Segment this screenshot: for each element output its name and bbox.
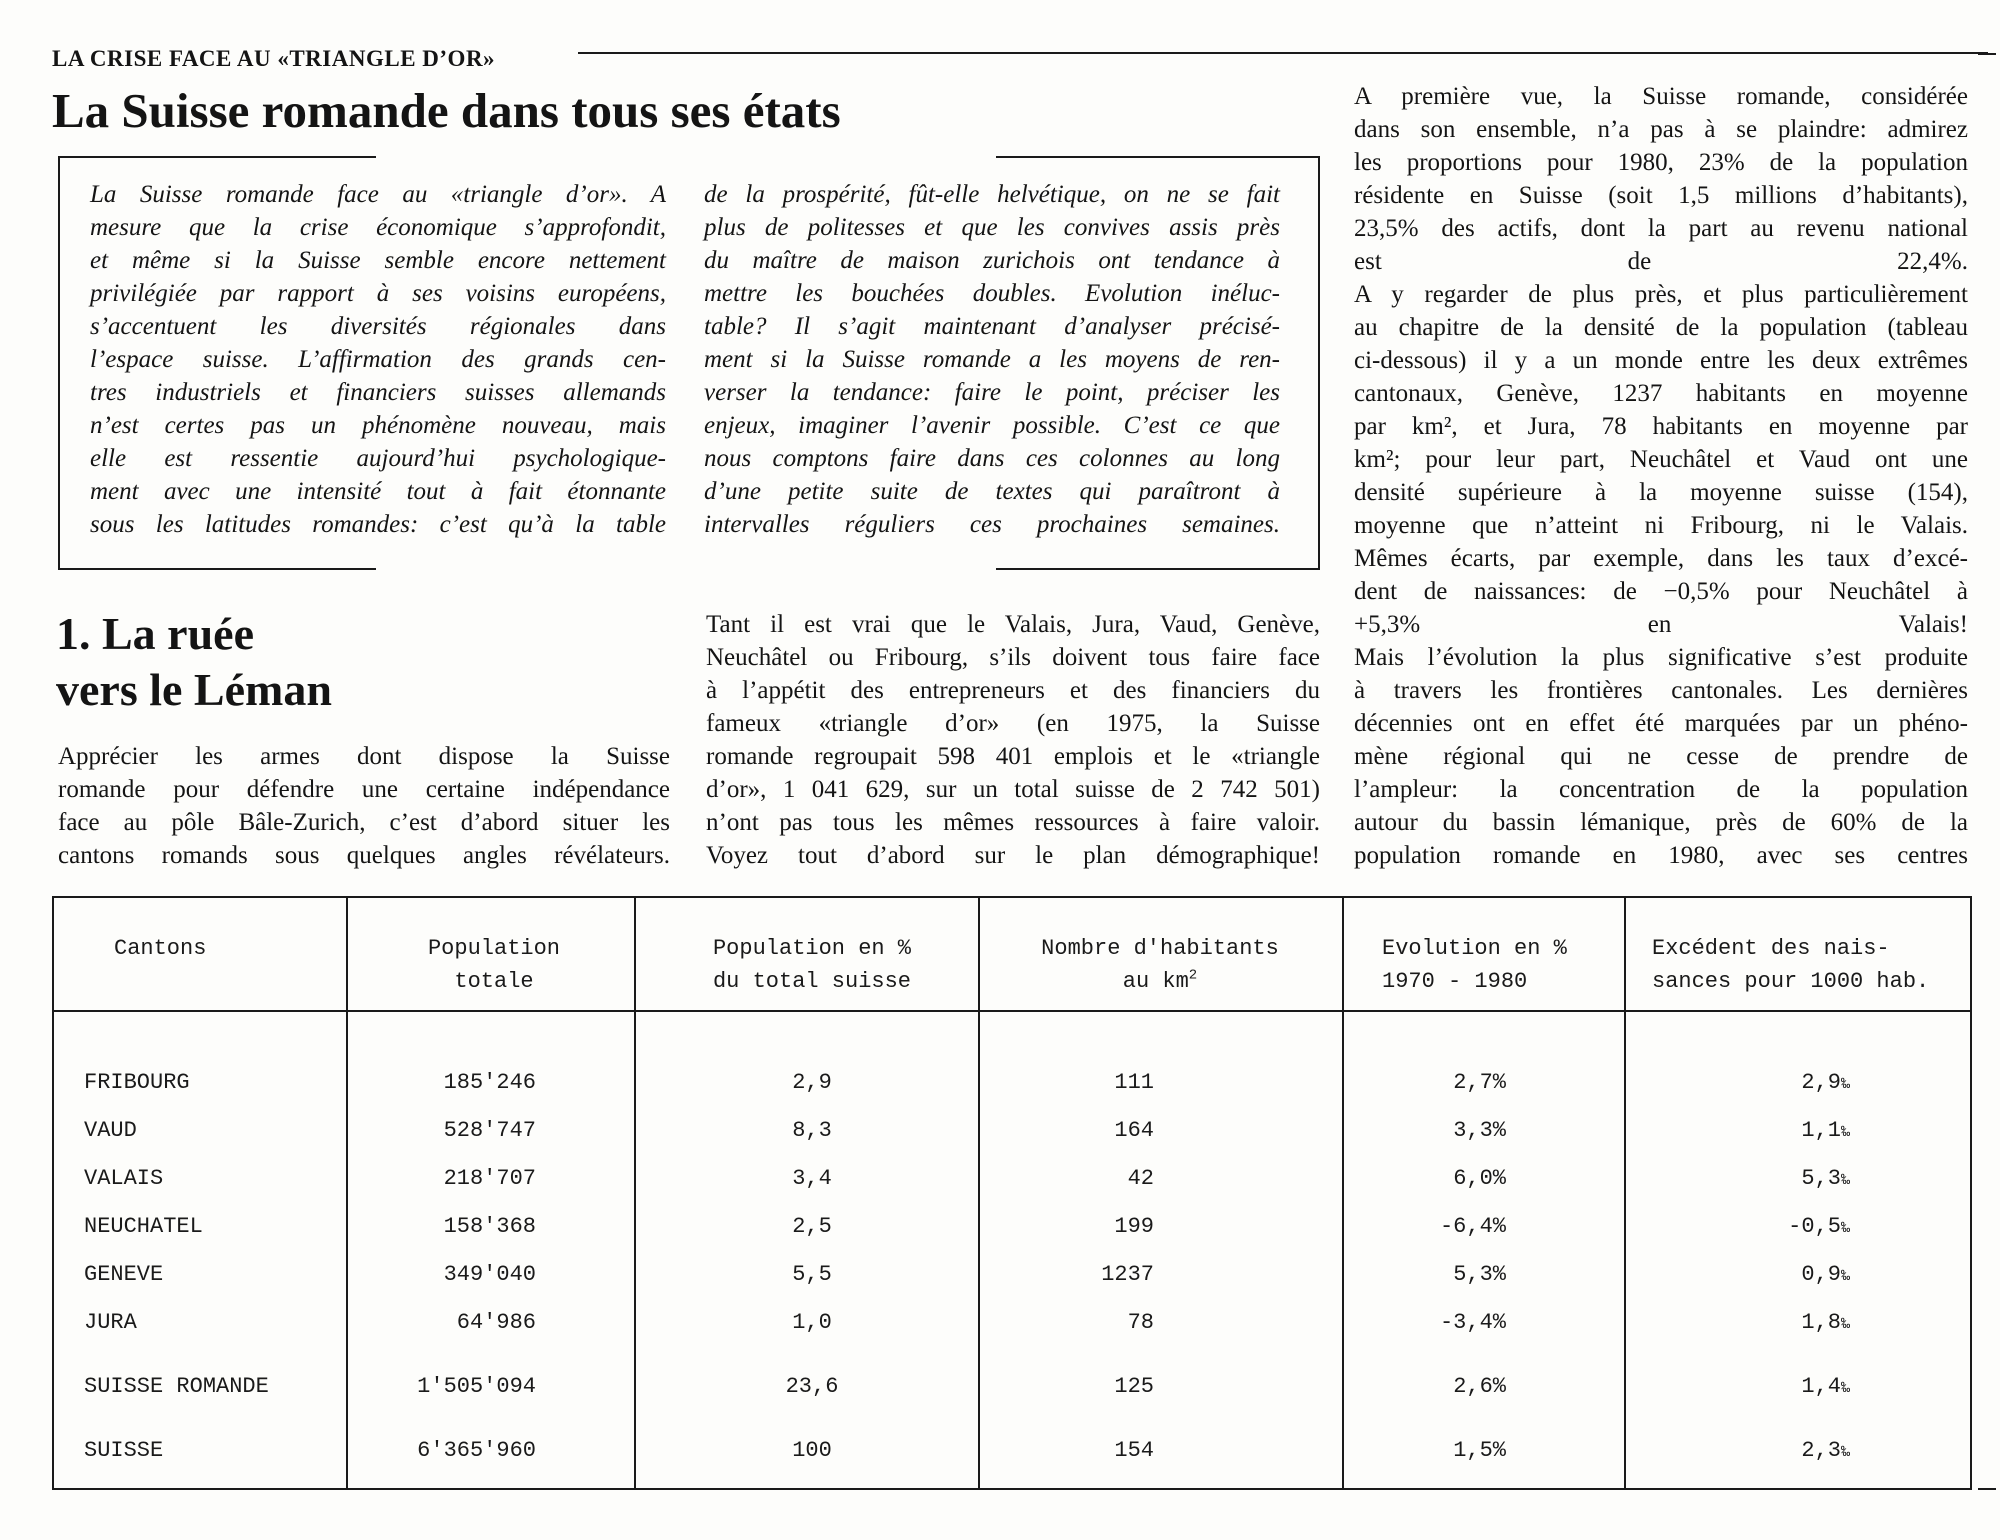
density-cell: 42 <box>1127 1166 1154 1191</box>
text-column-1 <box>58 740 670 872</box>
text-line: Apprécier les armes dont dispose la Suisse <box>58 743 670 770</box>
text-line: plus de politesses et que les convives assis près <box>704 214 1280 241</box>
text-line: sous les latitudes romandes: c’est qu’à la table <box>90 511 666 538</box>
text-line: par km², et Jura, 78 habitants en moyenne par <box>1354 413 1968 440</box>
percent-cell: 5,5 <box>792 1262 832 1287</box>
text-line: romande regroupait 598 401 emplois et le «triangle <box>706 743 1320 770</box>
text-line: km²; pour leur part, Neuchâtel et Vaud ont une <box>1354 446 1968 473</box>
header-cantons: Cantons <box>114 936 207 961</box>
text-line: mesure que la crise économique s’approfondit, <box>90 214 666 241</box>
text-line: 1970 - 1980 <box>1382 969 1528 994</box>
births-cell: 5,3‰ <box>1801 1166 1850 1191</box>
text-line: Mêmes écarts, par exemple, dans les taux d’excé- <box>1354 545 1968 572</box>
header-evolution <box>1382 932 1567 998</box>
canton-cell: SUISSE <box>84 1438 164 1463</box>
population-cell: 349'040 <box>443 1262 536 1287</box>
births-cell: 2,9‰ <box>1801 1070 1850 1095</box>
text-line: du total suisse <box>712 969 912 994</box>
header-density: Nombre d'habitants au $km^2$ <box>1041 936 1279 994</box>
intro-text-column-2 <box>704 178 1280 541</box>
births-cell: 1,4‰ <box>1801 1374 1850 1399</box>
paragraph <box>1354 542 1968 641</box>
canton-cell: FRIBOURG <box>84 1070 190 1095</box>
text-line: décennies ont en effet été marquées par un phéno- <box>1354 710 1968 737</box>
evolution-cell: 3,3% <box>1453 1118 1506 1143</box>
paragraph <box>1354 278 1968 542</box>
percent-cell: 2,5 <box>792 1214 832 1239</box>
births-cell: 2,3‰ <box>1801 1438 1850 1463</box>
population-cell: 64'986 <box>456 1310 536 1335</box>
text-line: A y regarder de plus près, et plus particulièrement <box>1354 281 1968 308</box>
text-line: d’or», 1 041 629, sur un total suisse de 2 742 501) <box>706 776 1320 803</box>
density-cell: 125 <box>1114 1374 1154 1399</box>
evolution-cell: 2,6% <box>1453 1374 1506 1399</box>
intro-box <box>58 156 1320 570</box>
text-line: nous comptons faire dans ces colonnes au long <box>704 445 1280 472</box>
evolution-cell: -6,4% <box>1439 1214 1506 1239</box>
text-line: privilégiée par rapport à ses voisins européens, <box>90 280 666 307</box>
text-line: romande pour défendre une certaine indépendance <box>58 776 670 803</box>
section-heading-line-1: 1. La ruée <box>56 608 255 659</box>
percent-cell: 23,6 <box>785 1374 839 1399</box>
density-cell: 199 <box>1114 1214 1154 1239</box>
text-line: de la prospérité, fût-elle helvétique, on ne se fait <box>704 181 1280 208</box>
text-line: table? Il s’agit maintenant d’analyser précisé- <box>704 313 1280 340</box>
percent-cell: 100 <box>792 1438 832 1463</box>
text-line: Excédent des nais- <box>1652 936 1890 961</box>
text-line: population romande en 1980, avec ses centres <box>1354 842 1968 869</box>
header-population-percent <box>713 932 911 998</box>
births-cell: -0,5‰ <box>1788 1214 1850 1239</box>
text-line: Mais l’évolution la plus significative s’est produite <box>1354 644 1968 671</box>
text-line: moyenne que n’atteint ni Fribourg, ni le Valais. <box>1354 512 1968 539</box>
margin-tick <box>1978 53 1996 55</box>
canton-cell: JURA <box>84 1310 137 1335</box>
margin-tick <box>1978 1488 1996 1490</box>
paragraph <box>1354 641 1968 872</box>
evolution-cell: 1,5% <box>1453 1438 1506 1463</box>
header-population-total <box>428 932 560 998</box>
text-line: Tant il est vrai que le Valais, Jura, Vaud, Genève, <box>706 611 1320 638</box>
text-line: cantonaux, Genève, 1237 habitants en moyenne <box>1354 380 1968 407</box>
canton-cell: VAUD <box>84 1118 137 1143</box>
text-line: Neuchâtel ou Fribourg, s’ils doivent tous faire face <box>706 644 1320 671</box>
text-line: à l’appétit des entrepreneurs et des financiers du <box>706 677 1320 704</box>
density-cell: 78 <box>1127 1310 1154 1335</box>
percent-cell: 3,4 <box>792 1166 832 1191</box>
population-cell: 6'365'960 <box>417 1438 536 1463</box>
births-cell: 0,9‰ <box>1801 1262 1850 1287</box>
text-line: 23,5% des actifs, dont la part au revenu national <box>1354 215 1968 242</box>
text-line: sances pour 1000 hab. <box>1652 969 1930 994</box>
text-line: mettre les bouchées doubles. Evolution inéluc- <box>704 280 1280 307</box>
intro-text-column-1 <box>90 178 666 541</box>
header-births <box>1652 932 1929 998</box>
text-line: ment si la Suisse romande a les moyens de ren- <box>704 346 1280 373</box>
text-line: d’une petite suite de textes qui paraîtront à <box>704 478 1280 505</box>
density-cell: 111 <box>1114 1070 1154 1095</box>
text-line: l’espace suisse. L’affirmation des grands cen- <box>90 346 666 373</box>
evolution-cell: 2,7% <box>1453 1070 1506 1095</box>
section-heading-line-2: vers le Léman <box>56 664 332 715</box>
text-line: et même si la Suisse semble encore nettement <box>90 247 666 274</box>
percent-cell: 2,9 <box>792 1070 832 1095</box>
text-line: Voyez tout d’abord sur le plan démographique! <box>706 842 1320 869</box>
text-line: au chapitre de la densité de la population (tableau <box>1354 314 1968 341</box>
canton-cell: GENEVE <box>84 1262 164 1287</box>
population-cell: 185'246 <box>443 1070 536 1095</box>
text-line: face au pôle Bâle-Zurich, c’est d’abord situer les <box>58 809 670 836</box>
percent-cell: 1,0 <box>792 1310 832 1335</box>
text-line: elle est ressentie aujourd’hui psychologique- <box>90 445 666 472</box>
text-column-2 <box>706 608 1320 872</box>
text-line: dans son ensemble, n’a pas à se plaindre: admirez <box>1354 116 1968 143</box>
canton-cell: VALAIS <box>84 1166 164 1191</box>
canton-cell: SUISSE ROMANDE <box>84 1374 269 1399</box>
text-line: verser la tendance: faire le point, préciser les <box>704 379 1280 406</box>
density-cell: 164 <box>1114 1118 1154 1143</box>
population-cell: 528'747 <box>443 1118 536 1143</box>
births-cell: 1,8‰ <box>1801 1310 1850 1335</box>
section-heading <box>56 606 332 718</box>
text-line: cantons romands sous quelques angles révélateurs. <box>58 842 670 869</box>
percent-cell: 8,3 <box>792 1118 832 1143</box>
text-line: ment avec une intensité tout à fait étonnante <box>90 478 666 505</box>
text-line: La Suisse romande face au «triangle d’or». A <box>90 181 666 208</box>
text-line: du maître de maison zurichois ont tendance à <box>704 247 1280 274</box>
kicker-rule <box>578 52 1988 54</box>
evolution-cell: 6,0% <box>1453 1166 1506 1191</box>
text-line: mène régional qui ne cesse de prendre de <box>1354 743 1968 770</box>
evolution-cell: -3,4% <box>1439 1310 1506 1335</box>
paragraph <box>1354 80 1968 278</box>
text-line: Evolution en % <box>1382 936 1567 961</box>
kicker: LA CRISE FACE AU «TRIANGLE D’OR» <box>52 46 496 71</box>
canton-cell: NEUCHATEL <box>84 1214 203 1239</box>
text-line: intervalles réguliers ces prochaines semaines. <box>704 511 1280 538</box>
text-line: fameux «triangle d’or» (en 1975, la Suisse <box>706 710 1320 737</box>
text-line: autour du bassin lémanique, près de 60% de la <box>1354 809 1968 836</box>
density-cell: 154 <box>1114 1438 1154 1463</box>
text-line: résidente en Suisse (soit 1,5 millions d’habitants), <box>1354 182 1968 209</box>
text-line: +5,3% en Valais! <box>1354 611 1968 638</box>
text-line: à travers les frontières cantonales. Les dernières <box>1354 677 1968 704</box>
text-line: n’est certes pas un phénomène nouveau, mais <box>90 412 666 439</box>
text-line: l’ampleur: la concentration de la population <box>1354 776 1968 803</box>
text-line: tres industriels et financiers suisses allemands <box>90 379 666 406</box>
text-column-3 <box>1354 80 1968 872</box>
text-line: Population en % <box>712 936 912 961</box>
page-title: La Suisse romande dans tous ses états <box>52 83 841 138</box>
text-line: enjeux, imaginer l’avenir possible. C’est ce que <box>704 412 1280 439</box>
births-cell: 1,1‰ <box>1801 1118 1850 1143</box>
statistics-table <box>52 896 1972 1490</box>
text-line: totale <box>454 969 534 994</box>
text-line: dent de naissances: de −0,5% pour Neuchâtel à <box>1354 578 1968 605</box>
text-line: s’accentuent les diversités régionales dans <box>90 313 666 340</box>
evolution-cell: 5,3% <box>1453 1262 1506 1287</box>
text-line: ci-dessous) il y a un monde entre les deux extrêmes <box>1354 347 1968 374</box>
density-cell: 1237 <box>1101 1262 1154 1287</box>
text-line: A première vue, la Suisse romande, considérée <box>1354 83 1968 110</box>
text-line: n’ont pas tous les mêmes ressources à faire valoir. <box>706 809 1320 836</box>
population-cell: 218'707 <box>443 1166 536 1191</box>
text-line: densité supérieure à la moyenne suisse (154), <box>1354 479 1968 506</box>
text-line: est de 22,4%. <box>1354 248 1968 275</box>
population-cell: 1'505'094 <box>417 1374 536 1399</box>
population-cell: 158'368 <box>443 1214 536 1239</box>
text-line: Population <box>427 936 561 961</box>
text-line: les proportions pour 1980, 23% de la population <box>1354 149 1968 176</box>
